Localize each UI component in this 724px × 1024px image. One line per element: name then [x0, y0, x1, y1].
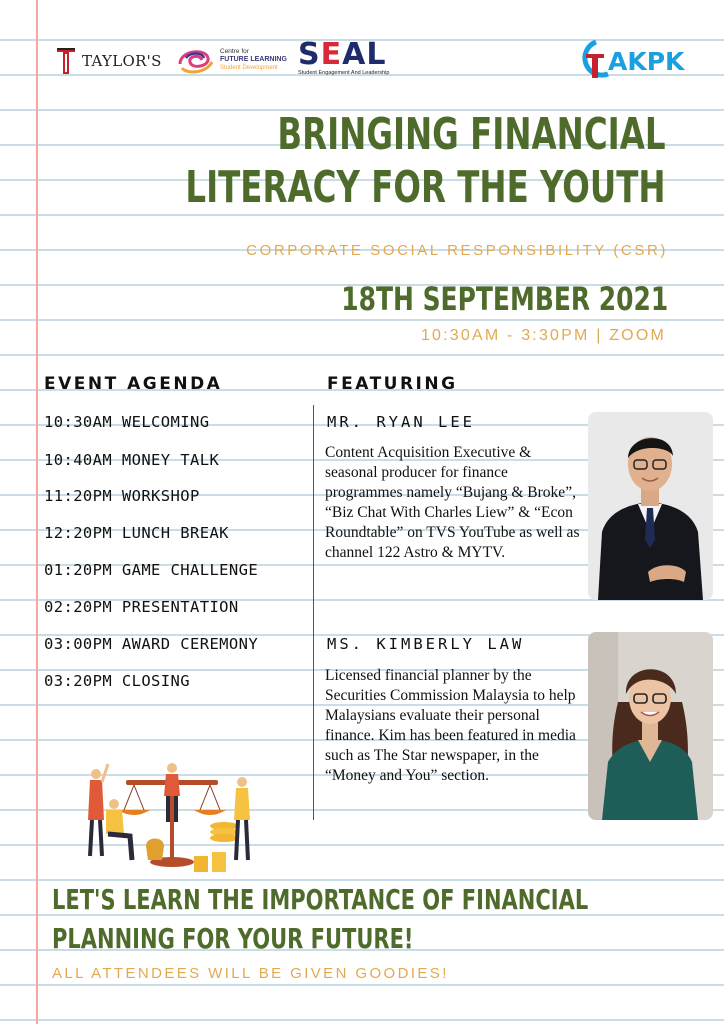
speaker-name-ryan-lee: MR. RYAN LEE: [327, 413, 475, 431]
financial-balance-illustration: [74, 760, 264, 878]
agenda-item: 10:40AM MONEY TALK: [44, 451, 220, 469]
speaker-photo-kimberly-law: [588, 632, 713, 820]
speaker-name-kimberly-law: MS. KIMBERLY LAW: [327, 635, 525, 653]
seal-logo: [298, 37, 394, 76]
goodies-note: ALL ATTENDEES WILL BE GIVEN GOODIES!: [52, 965, 449, 982]
event-date: 18TH SEPTEMBER 2021: [340, 280, 668, 318]
cfl-line3: Student Development: [220, 65, 278, 71]
agenda-item: 11:20PM WORKSHOP: [44, 487, 200, 505]
seal-logo-text: SEAL: [298, 37, 387, 72]
cfl-line1: Centre for: [220, 48, 249, 55]
footer-tagline: [52, 880, 588, 958]
speaker-bio-kimberly-law: Licensed financial planner by the Securities Commission Malaysia to help Malaysians evaluate their personal finance. Kim has been featured in media such as The Star newspaper, in the “Money and You” section.: [325, 667, 576, 784]
event-subtitle: CORPORATE SOCIAL RESPONSIBILITY (CSR): [246, 242, 668, 259]
taylors-logo: [56, 44, 162, 78]
people-scale-coins-icon: [74, 760, 264, 878]
agenda-item: 03:20PM CLOSING: [44, 672, 190, 690]
agenda-item: 02:20PM PRESENTATION: [44, 598, 239, 616]
featuring-heading: FEATURING: [327, 374, 458, 394]
event-time: 10:30AM - 3:30PM | ZOOM: [420, 327, 666, 344]
centre-future-learning-logo: [176, 42, 287, 78]
speaker-photo-ryan-lee: [588, 412, 713, 600]
notebook-margin-line: [36, 0, 38, 1024]
column-divider: [313, 405, 314, 820]
cfl-line2: FUTURE LEARNING: [220, 56, 287, 63]
event-title: [186, 108, 666, 214]
seal-logo-subtext: Student Engagement And Leadership: [298, 70, 390, 76]
agenda-item: 01:20PM GAME CHALLENGE: [44, 561, 259, 579]
taylors-logo-text: TAYLOR'S: [82, 52, 162, 70]
event-title-line2: LITERACY FOR THE YOUTH: [185, 162, 666, 213]
akpk-logo: [578, 38, 684, 84]
event-title-line1: BRINGING FINANCIAL: [277, 109, 666, 160]
agenda-item: 03:00PM AWARD CEREMONY: [44, 635, 259, 653]
footer-tagline-line1: LET'S LEARN THE IMPORTANCE OF FINANCIAL: [52, 883, 589, 916]
cfl-swirl-icon: [176, 44, 216, 76]
agenda-heading: EVENT AGENDA: [44, 374, 223, 394]
taylors-crest-icon: [56, 46, 76, 76]
man-in-suit-portrait-icon: [588, 412, 713, 600]
agenda-item: 10:30AM WELCOMING: [44, 413, 210, 431]
woman-portrait-icon: [588, 632, 713, 820]
akpk-logo-text: AKPK: [608, 46, 685, 76]
footer-tagline-line2: PLANNING FOR YOUR FUTURE!: [52, 922, 414, 955]
agenda-item: 12:20PM LUNCH BREAK: [44, 524, 229, 542]
speaker-bio-ryan-lee: Content Acquisition Executive & seasonal producer for finance programmes namely “Bujang & Broke”, “Biz Chat With Charles Liew” & “Econ Roundtable” on TVS YouTube as well as channel 122 Astro & MYTV.: [325, 444, 580, 561]
